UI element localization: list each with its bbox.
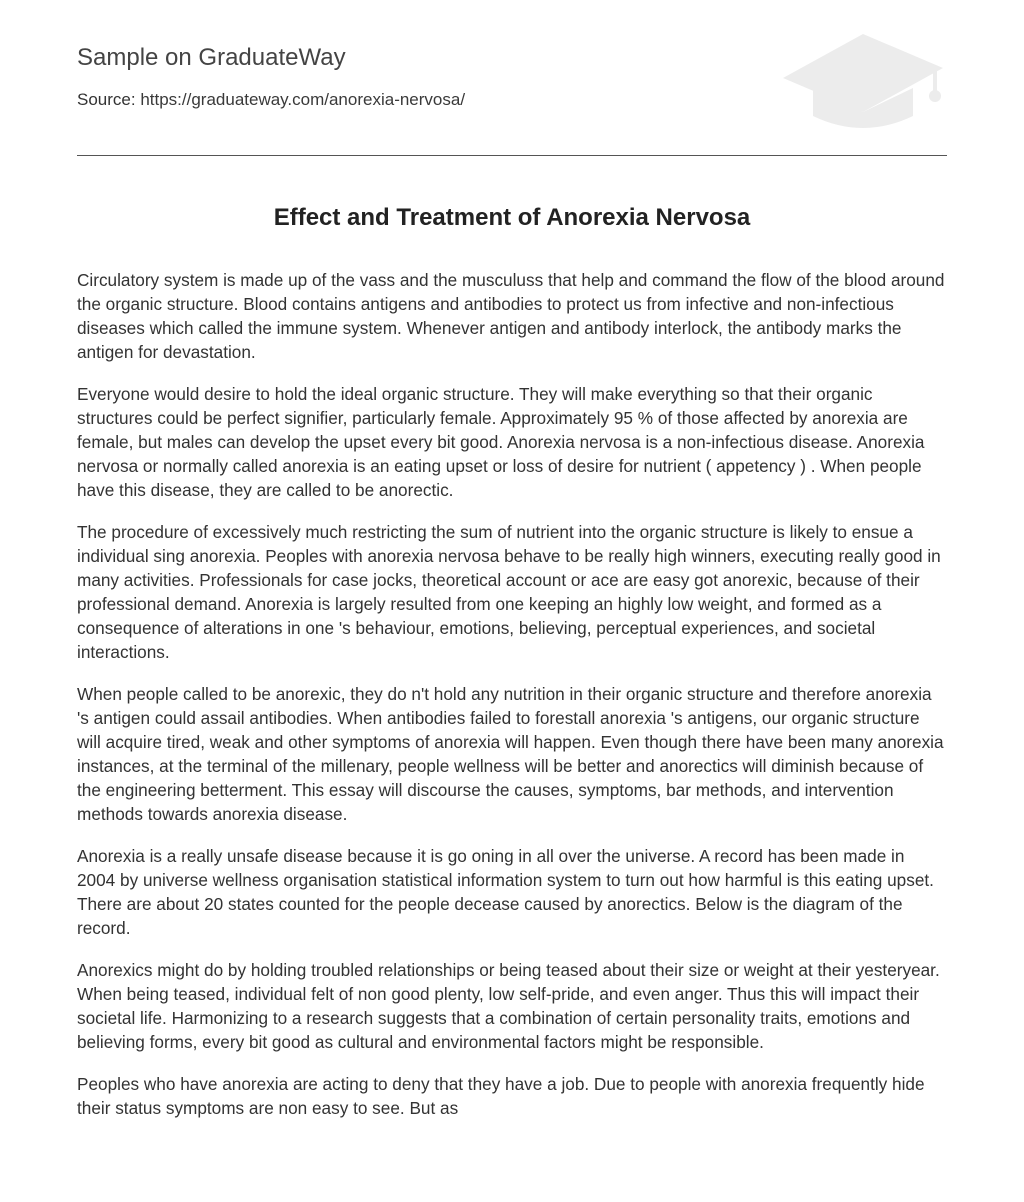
page-header [77,0,947,156]
graduation-cap-icon [781,30,947,134]
paragraph: Everyone would desire to hold the ideal organic structure. They will make everything so that their organic structures could be perfect signifier, particularly female. Approximately 95 % of those affected by anorexia are female, but males can develop the upset every bit good. Anorexia nervosa is a non-infectious disease. Anorexia nervosa or normally called anorexia is an eating upset or loss of desire for nutrient ( appetency ) . When people have this disease, they are called to be anorectic. [77,384,925,500]
paragraph: Anorexics might do by holding troubled relationships or being teased about their size or weight at their yesteryear. When being teased, individual felt of non good plenty, low self-pride, and even anger. Thus this will impact their societal life. Harmonizing to a research suggests that a combination of certain personality traits, emotions and believing forms, every bit good as cultural and environmental factors might be responsible. [77,960,940,1052]
source-label: Source: [77,90,141,109]
header-divider [77,155,947,156]
source-link[interactable]: https://graduateway.com/anorexia-nervosa/ [140,90,466,109]
paragraph: The procedure of excessively much restricting the sum of nutrient into the organic structure is likely to ensue a individual sing anorexia. Peoples with anorexia nervosa behave to be really high winners, executing really good in many activities. Professionals for case jocks, theoretical account or ace are easy got anorexic, because of their professional demand. Anorexia is largely resulted from one keeping an highly low weight, and formed as a consequence of alterations in one 's behaviour, emotions, believing, perceptual experiences, and societal interactions. [77,522,941,662]
paragraph: Anorexia is a really unsafe disease because it is go oning in all over the universe. A record has been made in 2004 by universe wellness organisation statistical information system to turn out how harmful is this eating upset. There are about 20 states counted for the people decease caused by anorectics. Below is the diagram of the record. [77,846,934,938]
paragraph: Circulatory system is made up of the vass and the musculuss that help and command the flow of the blood around the organic structure. Blood contains antigens and antibodies to protect us from infective and non-infectious diseases which called the immune system. Whenever antigen and antibody interlock, the antibody marks the antigen for devastation. [77,270,945,362]
paragraph: When people called to be anorexic, they do n't hold any nutrition in their organic structure and therefore anorexia 's antigen could assail antibodies. When antibodies failed to forestall anorexia 's antigens, our organic structure will acquire tired, weak and other symptoms of anorexia will happen. Even though there have been many anorexia instances, at the terminal of the millenary, people wellness will be better and anorectics will diminish because of the engineering betterment. This essay will discourse the causes, symptoms, bar methods, and intervention methods towards anorexia disease. [77,684,944,824]
paragraph: Peoples who have anorexia are acting to deny that they have a job. Due to people with anorexia frequently hide their status symptoms are non easy to see. But as [77,1074,925,1118]
site-title: Sample on GraduateWay [77,44,346,71]
document-title: Effect and Treatment of Anorexia Nervosa [273,204,751,231]
source-line [77,90,465,110]
article-body [77,268,947,1138]
